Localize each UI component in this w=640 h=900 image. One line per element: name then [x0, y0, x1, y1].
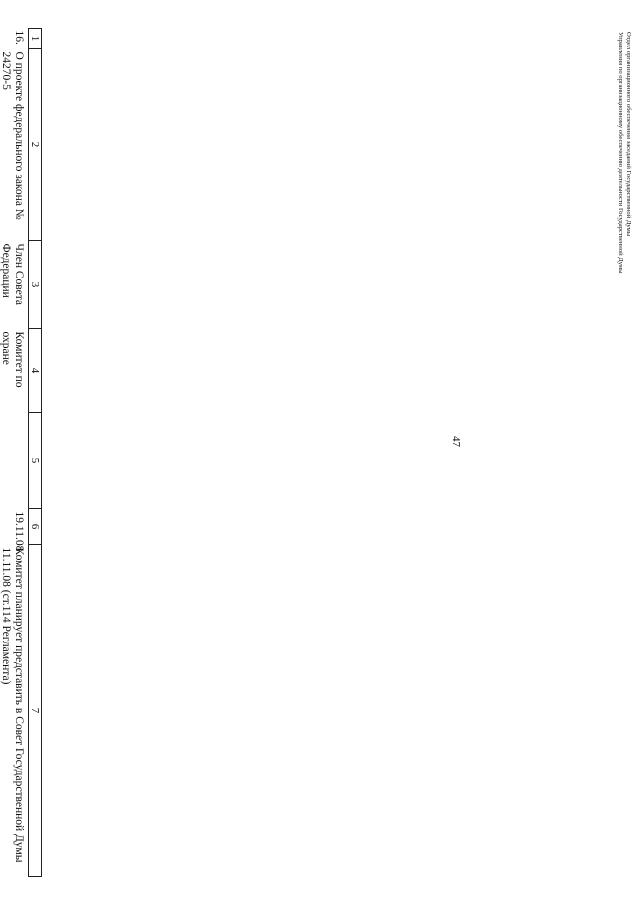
bill-title: О проекте федерального закона № 24270-5 — [0, 51, 25, 220]
remark: Комитет планирует представить в Совет Государственной Думы 11.11.08 (ст.114 Регламента) — [0, 547, 25, 863]
date: 19.11.08 — [13, 511, 25, 552]
column-number-row — [29, 29, 42, 877]
footer-line-1: Отдел организационного обеспечения заседаний Государственной Думы — [625, 32, 632, 237]
footer-line-2: Управления по организационному обеспечению деятельности Государственной Думы — [617, 32, 624, 274]
col-header-2: 2 — [29, 49, 42, 241]
page-number: 47 — [450, 436, 462, 447]
row-number: 16. — [13, 30, 25, 45]
footer — [616, 32, 632, 274]
col-header-3: 3 — [29, 241, 42, 329]
table-row — [0, 29, 29, 877]
col-header-5: 5 — [29, 413, 42, 509]
col-header-1: 1 — [29, 29, 42, 49]
bill-description — [0, 49, 29, 241]
col-header-4: 4 — [29, 329, 42, 413]
co-committees — [0, 413, 29, 509]
col-header-6: 6 — [29, 509, 42, 545]
bills-table — [0, 28, 42, 877]
col-header-7: 7 — [29, 545, 42, 877]
responsible-committee: Комитет по охране — [0, 331, 25, 388]
initiator: Член Совета Федерации — [0, 243, 25, 306]
